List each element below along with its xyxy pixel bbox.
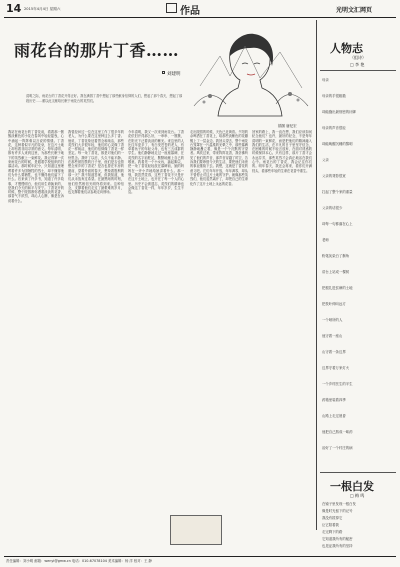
poem-line: 老师: [322, 238, 329, 242]
article-byline: 刘建明: [167, 72, 181, 77]
poem-line: 扛起了整个家的重量: [322, 190, 353, 194]
illustration-credit: 插图 唐纪宏: [278, 124, 297, 128]
poem2-line: 走完剩下的路: [322, 530, 343, 534]
article-column-1: 我站在雨花台的丁香花前，看着那一簇簇淡紫色的小花在春风中轻轻摇曳，心中涌起一阵阵难以言说的情愫。丁香花，这种看似平凡的花朵，在这片土地上却有着非同寻常的意义。每年清明，都有许多人来到这里，为那些长眠于地下的英烈献上一束鲜花。我记得第一次来雨花台的时候，是跟着学校组织的扫墓活动。那时候年纪小，只知道这里埋葬着许多为国牺牲的烈士，却不懂得他们为什么要牺牲，也不懂得他们留下了什么。后来读了许多书，知道了许多故事，才慢慢明白，他们用生命换来的，是我们今天的和平与安宁。丁香花开的时候，整个陵园都弥漫着淡淡的花香，那香气不浓烈，却沁人心脾，像是在诉说着什么。: [8, 130, 64, 203]
poem-line: 母亲的声音很轻: [322, 126, 346, 130]
poem-line: 粉笔灰染白了鬓角: [322, 254, 350, 258]
poem-line: 他把自己熬成一味药: [322, 430, 353, 434]
poem2-title: 一根白发: [330, 480, 374, 493]
poem2-author: □ 梅 鸣: [350, 493, 365, 498]
article-column-5: 回家的路上，我一直在想，我们应该如何纪念他们？也许，最好的纪念，不是每年清明的一束鲜花，而是把他们的精神融入我们的生活，在平凡的日子里坚守信念，在困难的时候不轻言放弃，在面对诱惑的时候保持本心。只有这样，那片丁香才会永远芬芳，那些英烈才会真正地活在我们心中。雨花台的丁香花，我会记住你们的。明年春天，我还会再来，看你们开满枝头，看那些年轻的生命在花香中重生。: [252, 130, 312, 173]
poem-line: 父亲的话很少: [322, 206, 343, 210]
poem-line: 药箱里装着四季: [322, 398, 346, 402]
inset-box: [170, 515, 222, 545]
poem-line: 父亲的背影很宽: [322, 174, 346, 178]
sidebar-rule: [320, 472, 396, 473]
poem-line: 他守着一座山: [322, 334, 343, 338]
sidebar-subtitle: （组诗）: [350, 55, 366, 60]
article-column-3: 今年清明，我又一次来到雨花台。丁香花依旧开得那么好，一串串、一簇簇，在阳光下泛着淡淡的紫光。来这里的人比往年更多了，有白发苍苍的老人，有牵着孩子的年轻父母，也有三五成群的学生。他们静静地走过一座座墓碑，在英烈的名字前驻足，默默地献上自己的敬意。我看见一个小女孩，踮起脚尖，把一朵丁香花轻轻放在墓碑前，她的妈妈在一旁小声地给她讲着什么。那一刻，我忽然觉得，这些丁香花不只是开在这片土地上，也开在了每一个人的心里。历史不会被遗忘，英烈们的精神也会像这丁香花一样，年年岁岁，生生不息。: [128, 130, 184, 195]
article-intro: 清明之际，雨花台的丁香花开得正好。我在满园丁香中想起了那些献身信仰的人们，想起了那个春天，想起了那段历史……谨以此文献给长眠于雨花台的英烈们。: [26, 94, 183, 103]
section-icon: [166, 3, 177, 13]
footer-rule: [4, 556, 396, 557]
poem-line: 母亲的手很粗糙: [322, 94, 346, 98]
poem2-line: 也见证我所有的坚持: [322, 544, 353, 548]
footer-credits: 责任编辑：刘小明 邮箱：wenyi@gmw.cn 电话：010-67078104 美术编辑：杨 洋 校对：王 静: [6, 559, 152, 563]
article-column-2: 我曾经问过一位在这里工作了很多年的老人，为什么要在这里种这么多丁香。他说，丁香花象征着思念和纯洁，那些英烈们大多很年轻，他们的心灵像丁香花一样纯洁，他们的信仰像丁香花一样坚定。每一朵丁香花，都是对他们的一份思念。我听了以后，久久不能平静。在那些被囚禁的日子里，他们是否也曾想念家乡的丁香花？是否也曾在牢房的窗前，望着外面的春天，想象着胜利的那一天？我不知道答案，但我知道，他们从未放弃过希望。在最黑暗的时刻，他们依然相信光明终将到来。这种信念，支撑着他们走过了最艰难的岁月，也支撑着他们从容地走向刑场。: [68, 130, 124, 195]
newspaper-name: 光明文汇网页: [336, 7, 373, 14]
poem-line: 一个乡村医生的半生: [322, 382, 353, 386]
article-column-4: 走出陵园的时候，天色已近黄昏。夕阳的余晖洒在丁香花上，给那些淡紫色的花瓣镀上了一层金边。我回头望去，整个雨花台笼罩在一片温柔的光晕之中，那些墓碑静静地矗立着，像是一个个沉默的守望者。风吹过来，带来阵阵花香，我仿佛听见了他们的声音，那声音穿越了时空，告诉我们要珍惜今天的生活，要把他们未竟的事业继续下去。我想，这就是丁香花的意义吧。它们年年开放，年年凋零，却从不曾停止对这片土地的守护。就像那些英烈们，他们虽然离开了，却把自己的生命化作了这片土地上永远的花香。: [190, 130, 248, 186]
poem-line: 父亲: [322, 158, 329, 162]
poem-line: 山路上走过晨昏: [322, 414, 346, 418]
header-rule: [4, 17, 396, 18]
sidebar-title: 人物志: [330, 42, 363, 55]
poem-line: 母亲: [322, 78, 329, 82]
poem-line: 治好了一个村庄的病: [322, 446, 353, 450]
sidebar-author: □ 李 艳: [350, 62, 365, 67]
poem2-line: 像是时光留下的记号: [322, 509, 353, 513]
poem2-line: 让它陪着我: [322, 523, 339, 527]
poem-line: 却能缝出最细密的针脚: [322, 110, 356, 114]
poem-line: 山守着一条边界: [322, 350, 346, 354]
page-number: 14: [6, 2, 22, 15]
sidebar-divider: [316, 20, 317, 530]
byline-box-icon: [162, 71, 165, 74]
poem-line: 却能唤醒沉睡的黎明: [322, 142, 353, 146]
poem-line: 一个哨所的人: [322, 318, 343, 322]
section-title: 作品: [180, 6, 200, 17]
poem-line: 把枝叶伸向远方: [322, 302, 346, 306]
sidebar-rule: [320, 70, 396, 71]
article-title: 雨花台的那片丁香……: [14, 41, 180, 60]
poem2-line: 在镜子里发现一根白发: [322, 502, 356, 506]
poem-line: 边界守着万家灯火: [322, 366, 350, 370]
poem-line: 把根扎进贫瘠的土地: [322, 286, 353, 290]
poem-line: 却每一句都落在心上: [322, 222, 353, 226]
issue-info: 2015年4月4日 星期六: [24, 7, 61, 11]
poem2-line: 我没有拔掉它: [322, 516, 343, 520]
poem2-line: 它知道我所有的秘密: [322, 537, 353, 541]
woman-illustration-icon: [190, 26, 312, 126]
poem-line: 讲台上站成一棵树: [322, 270, 350, 274]
